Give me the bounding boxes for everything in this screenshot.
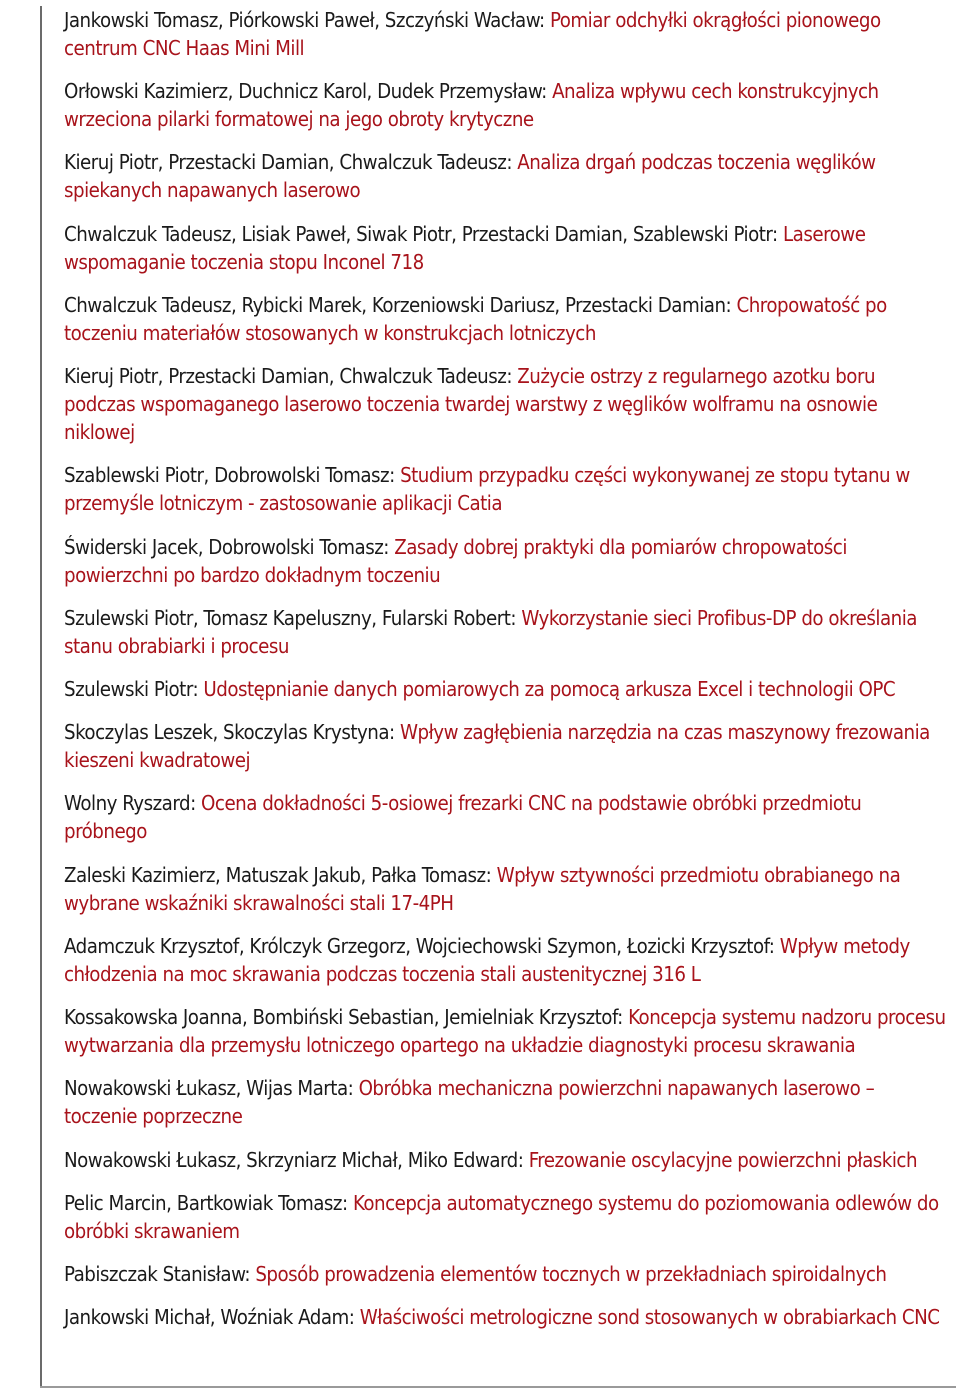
entry-title: Analiza wpływu cech konstrukcyjnych wrzeciona pilarki formatowej na jego obroty krytyczne bbox=[64, 79, 879, 132]
entry-authors: Zaleski Kazimierz, Matuszak Jakub, Pałka Tomasz: bbox=[64, 862, 497, 887]
entry-authors: Orłowski Kazimierz, Duchnicz Karol, Dudek Przemysław: bbox=[64, 79, 553, 104]
entry-authors: Chwalczuk Tadeusz, Rybicki Marek, Korzeniowski Dariusz, Przestacki Damian: bbox=[64, 292, 737, 317]
paper-list bbox=[64, 6, 946, 1346]
list-item bbox=[64, 1003, 946, 1059]
entry-title: Koncepcja automatycznego systemu do poziomowania odlewów do obróbki skrawaniem bbox=[64, 1190, 939, 1243]
list-item bbox=[64, 148, 946, 204]
list-item bbox=[64, 533, 946, 589]
list-item bbox=[64, 362, 946, 446]
left-margin-rule bbox=[40, 6, 42, 1387]
entry-authors: Szulewski Piotr, Tomasz Kapeluszny, Fularski Robert: bbox=[64, 605, 522, 630]
list-item bbox=[64, 1146, 946, 1174]
entry-authors: Pelic Marcin, Bartkowiak Tomasz: bbox=[64, 1190, 353, 1215]
entry-authors: Kossakowska Joanna, Bombiński Sebastian, Jemielniak Krzysztof: bbox=[64, 1005, 629, 1030]
entry-authors: Adamczuk Krzysztof, Królczyk Grzegorz, Wojciechowski Szymon, Łozicki Krzysztof: bbox=[64, 933, 780, 958]
entry-title: Studium przypadku części wykonywanej ze stopu tytanu w przemyśle lotniczym - zastosowanie aplikacji Catia bbox=[64, 463, 910, 516]
entry-authors: Jankowski Tomasz, Piórkowski Paweł, Szczyński Wacław: bbox=[64, 8, 550, 32]
list-item bbox=[64, 861, 946, 917]
entry-title: Zasady dobrej praktyki dla pomiarów chropowatości powierzchni po bardzo dokładnym toczeniu bbox=[64, 534, 847, 587]
entry-title: Wpływ zagłębienia narzędzia na czas maszynowy frezowania kieszeni kwadratowej bbox=[64, 720, 930, 773]
entry-authors: Jankowski Michał, Woźniak Adam: bbox=[64, 1305, 360, 1330]
entry-title: Pomiar odchyłki okrągłości pionowego centrum CNC Haas Mini Mill bbox=[64, 8, 881, 61]
list-item bbox=[64, 1074, 946, 1130]
entry-title: Laserowe wspomaganie toczenia stopu Inconel 718 bbox=[64, 221, 866, 274]
entry-title: Udostępnianie danych pomiarowych za pomocą arkusza Excel i technologii OPC bbox=[203, 676, 896, 701]
list-item bbox=[64, 718, 946, 774]
entry-title: Zużycie ostrzy z regularnego azotku boru podczas wspomaganego laserowo toczenia twardej warstwy z węglików wolframu na osnowie niklowej bbox=[64, 364, 878, 445]
entry-title: Wpływ sztywności przedmiotu obrabianego na wybrane wskaźniki skrawalności stali 17-4PH bbox=[64, 862, 901, 915]
list-item bbox=[64, 1189, 946, 1245]
entry-authors: Kieruj Piotr, Przestacki Damian, Chwalczuk Tadeusz: bbox=[64, 150, 518, 175]
entry-authors: Nowakowski Łukasz, Wijas Marta: bbox=[64, 1076, 359, 1101]
entry-title: Koncepcja systemu nadzoru procesu wytwarzania dla przemysłu lotniczego opartego na układzie diagnostyki procesu skrawania bbox=[64, 1005, 946, 1058]
list-item bbox=[64, 291, 946, 347]
list-item bbox=[64, 789, 946, 845]
entry-authors: Kieruj Piotr, Przestacki Damian, Chwalczuk Tadeusz: bbox=[64, 364, 518, 389]
entry-authors: Szablewski Piotr, Dobrowolski Tomasz: bbox=[64, 463, 401, 488]
list-item bbox=[64, 6, 946, 62]
list-item bbox=[64, 461, 946, 517]
entry-authors: Szulewski Piotr: bbox=[64, 676, 204, 701]
entry-title: Analiza drgań podczas toczenia węglików spiekanych napawanych laserowo bbox=[64, 150, 876, 203]
entry-title: Frezowanie oscylacyjne powierzchni płaskich bbox=[528, 1147, 918, 1172]
list-item bbox=[64, 77, 946, 133]
entry-authors: Nowakowski Łukasz, Skrzyniarz Michał, Miko Edward: bbox=[64, 1147, 529, 1172]
entry-title: Wykorzystanie sieci Profibus-DP do określania stanu obrabiarki i procesu bbox=[64, 605, 917, 658]
entry-title: Wpływ metody chłodzenia na moc skrawania podczas toczenia stali austenitycznej 316 L bbox=[64, 933, 910, 986]
entry-title: Chropowatość po toczeniu materiałów stosowanych w konstrukcjach lotniczych bbox=[64, 292, 887, 345]
entry-authors: Pabiszczak Stanisław: bbox=[64, 1261, 256, 1286]
entry-title: Obróbka mechaniczna powierzchni napawanych laserowo – toczenie poprzeczne bbox=[64, 1076, 875, 1129]
entry-title: Sposób prowadzenia elementów tocznych w przekładniach spiroidalnych bbox=[255, 1261, 887, 1286]
list-item bbox=[64, 675, 946, 703]
list-item bbox=[64, 1260, 946, 1288]
list-item bbox=[64, 932, 946, 988]
list-item bbox=[64, 220, 946, 276]
entry-title: Właściwości metrologiczne sond stosowanych w obrabiarkach CNC bbox=[359, 1305, 940, 1330]
list-item bbox=[64, 1303, 946, 1331]
entry-authors: Chwalczuk Tadeusz, Lisiak Paweł, Siwak Piotr, Przestacki Damian, Szablewski Piotr: bbox=[64, 221, 783, 246]
entry-title: Ocena dokładności 5-osiowej frezarki CNC na podstawie obróbki przedmiotu próbnego bbox=[64, 791, 862, 844]
list-item bbox=[64, 604, 946, 660]
entry-authors: Skoczylas Leszek, Skoczylas Krystyna: bbox=[64, 720, 400, 745]
entry-authors: Świderski Jacek, Dobrowolski Tomasz: bbox=[64, 534, 395, 559]
entry-authors: Wolny Ryszard: bbox=[64, 791, 202, 816]
bottom-margin-rule bbox=[40, 1386, 956, 1388]
